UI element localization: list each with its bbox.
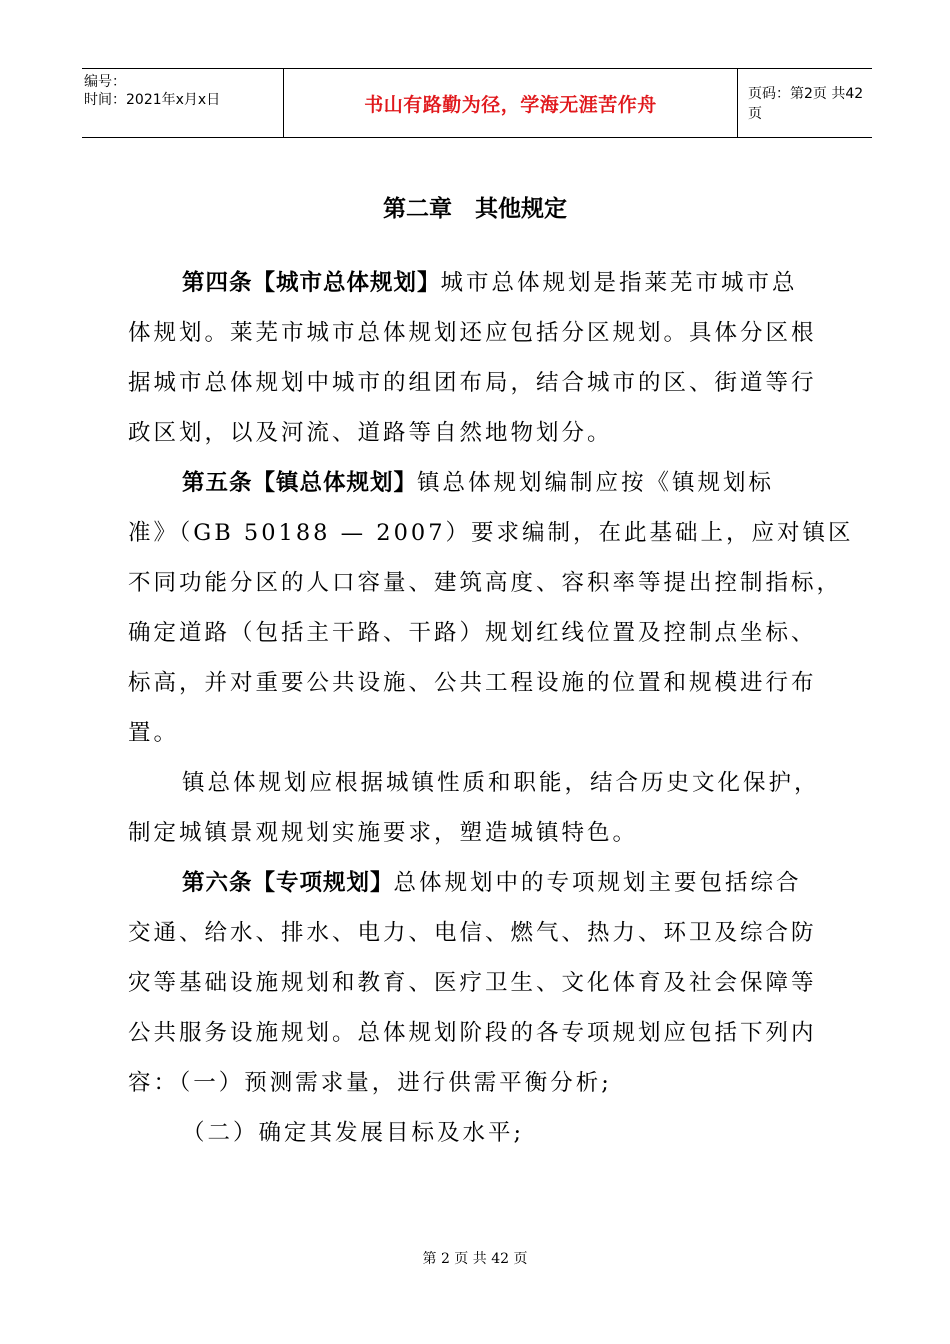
paragraph-line: （二）确定其发展目标及水平; bbox=[182, 1120, 525, 1146]
paragraph-line: 制定城镇景观规划实施要求，塑造城镇特色。 bbox=[128, 820, 639, 846]
time-label: 时间：2021年x月x日 bbox=[84, 92, 221, 108]
header-motto-cell bbox=[284, 69, 738, 137]
paragraph-line: 确定道路（包括主干路、干路）规划红线位置及控制点坐标、 bbox=[128, 620, 817, 646]
paragraph-line: 政区划，以及河流、道路等自然地物划分。 bbox=[128, 420, 613, 446]
header-page-code bbox=[738, 69, 872, 137]
paragraph-line: 据城市总体规划中城市的组团布局，结合城市的区、街道等行 bbox=[128, 370, 817, 396]
paragraph-line: 准》（GB 50188 — 2007）要求编制，在此基础上，应对镇区 bbox=[128, 520, 854, 546]
article-heading: 第五条【镇总体规划】 bbox=[182, 470, 418, 496]
paragraph-line: 第四条【城市总体规划】城市总体规划是指莱芜市城市总 bbox=[182, 270, 798, 296]
header-meta bbox=[82, 69, 284, 137]
number-label: 编号： bbox=[84, 74, 126, 90]
paragraph-line: 标高，并对重要公共设施、公共工程设施的位置和规模进行布 bbox=[128, 670, 817, 696]
paragraph-line: 第五条【镇总体规划】镇总体规划编制应按《镇规划标 bbox=[182, 470, 775, 496]
chapter-title: 第二章 其他规定 bbox=[383, 196, 567, 222]
paragraph-line: 体规划。莱芜市城市总体规划还应包括分区规划。具体分区根 bbox=[128, 320, 817, 346]
paragraph-line: 容：（一）预测需求量，进行供需平衡分析; bbox=[128, 1070, 612, 1096]
article-heading: 第六条【专项规划】 bbox=[182, 870, 394, 896]
page-code: 页码：第2页 共42页 bbox=[748, 86, 864, 122]
paragraph-line: 公共服务设施规划。总体规划阶段的各专项规划应包括下列内 bbox=[128, 1020, 817, 1046]
paragraph-line: 不同功能分区的人口容量、建筑高度、容积率等提出控制指标， bbox=[128, 570, 843, 596]
paragraph-line: 交通、给水、排水、电力、电信、燃气、热力、环卫及综合防 bbox=[128, 920, 817, 946]
page-header bbox=[82, 68, 872, 138]
document-body bbox=[128, 258, 854, 1158]
motto: 书山有路勤为径，学海无涯苦作舟 bbox=[364, 93, 657, 116]
article-heading: 第四条【城市总体规划】 bbox=[182, 270, 441, 296]
paragraph-line: 镇总体规划应根据城镇性质和职能，结合历史文化保护， bbox=[182, 770, 820, 796]
paragraph-line: 灾等基础设施规划和教育、医疗卫生、文化体育及社会保障等 bbox=[128, 970, 817, 996]
page-footer: 第 2 页 共 42 页 bbox=[422, 1251, 528, 1267]
paragraph-line: 第六条【专项规划】总体规划中的专项规划主要包括综合 bbox=[182, 870, 802, 896]
paragraph-line: 置。 bbox=[128, 720, 180, 746]
